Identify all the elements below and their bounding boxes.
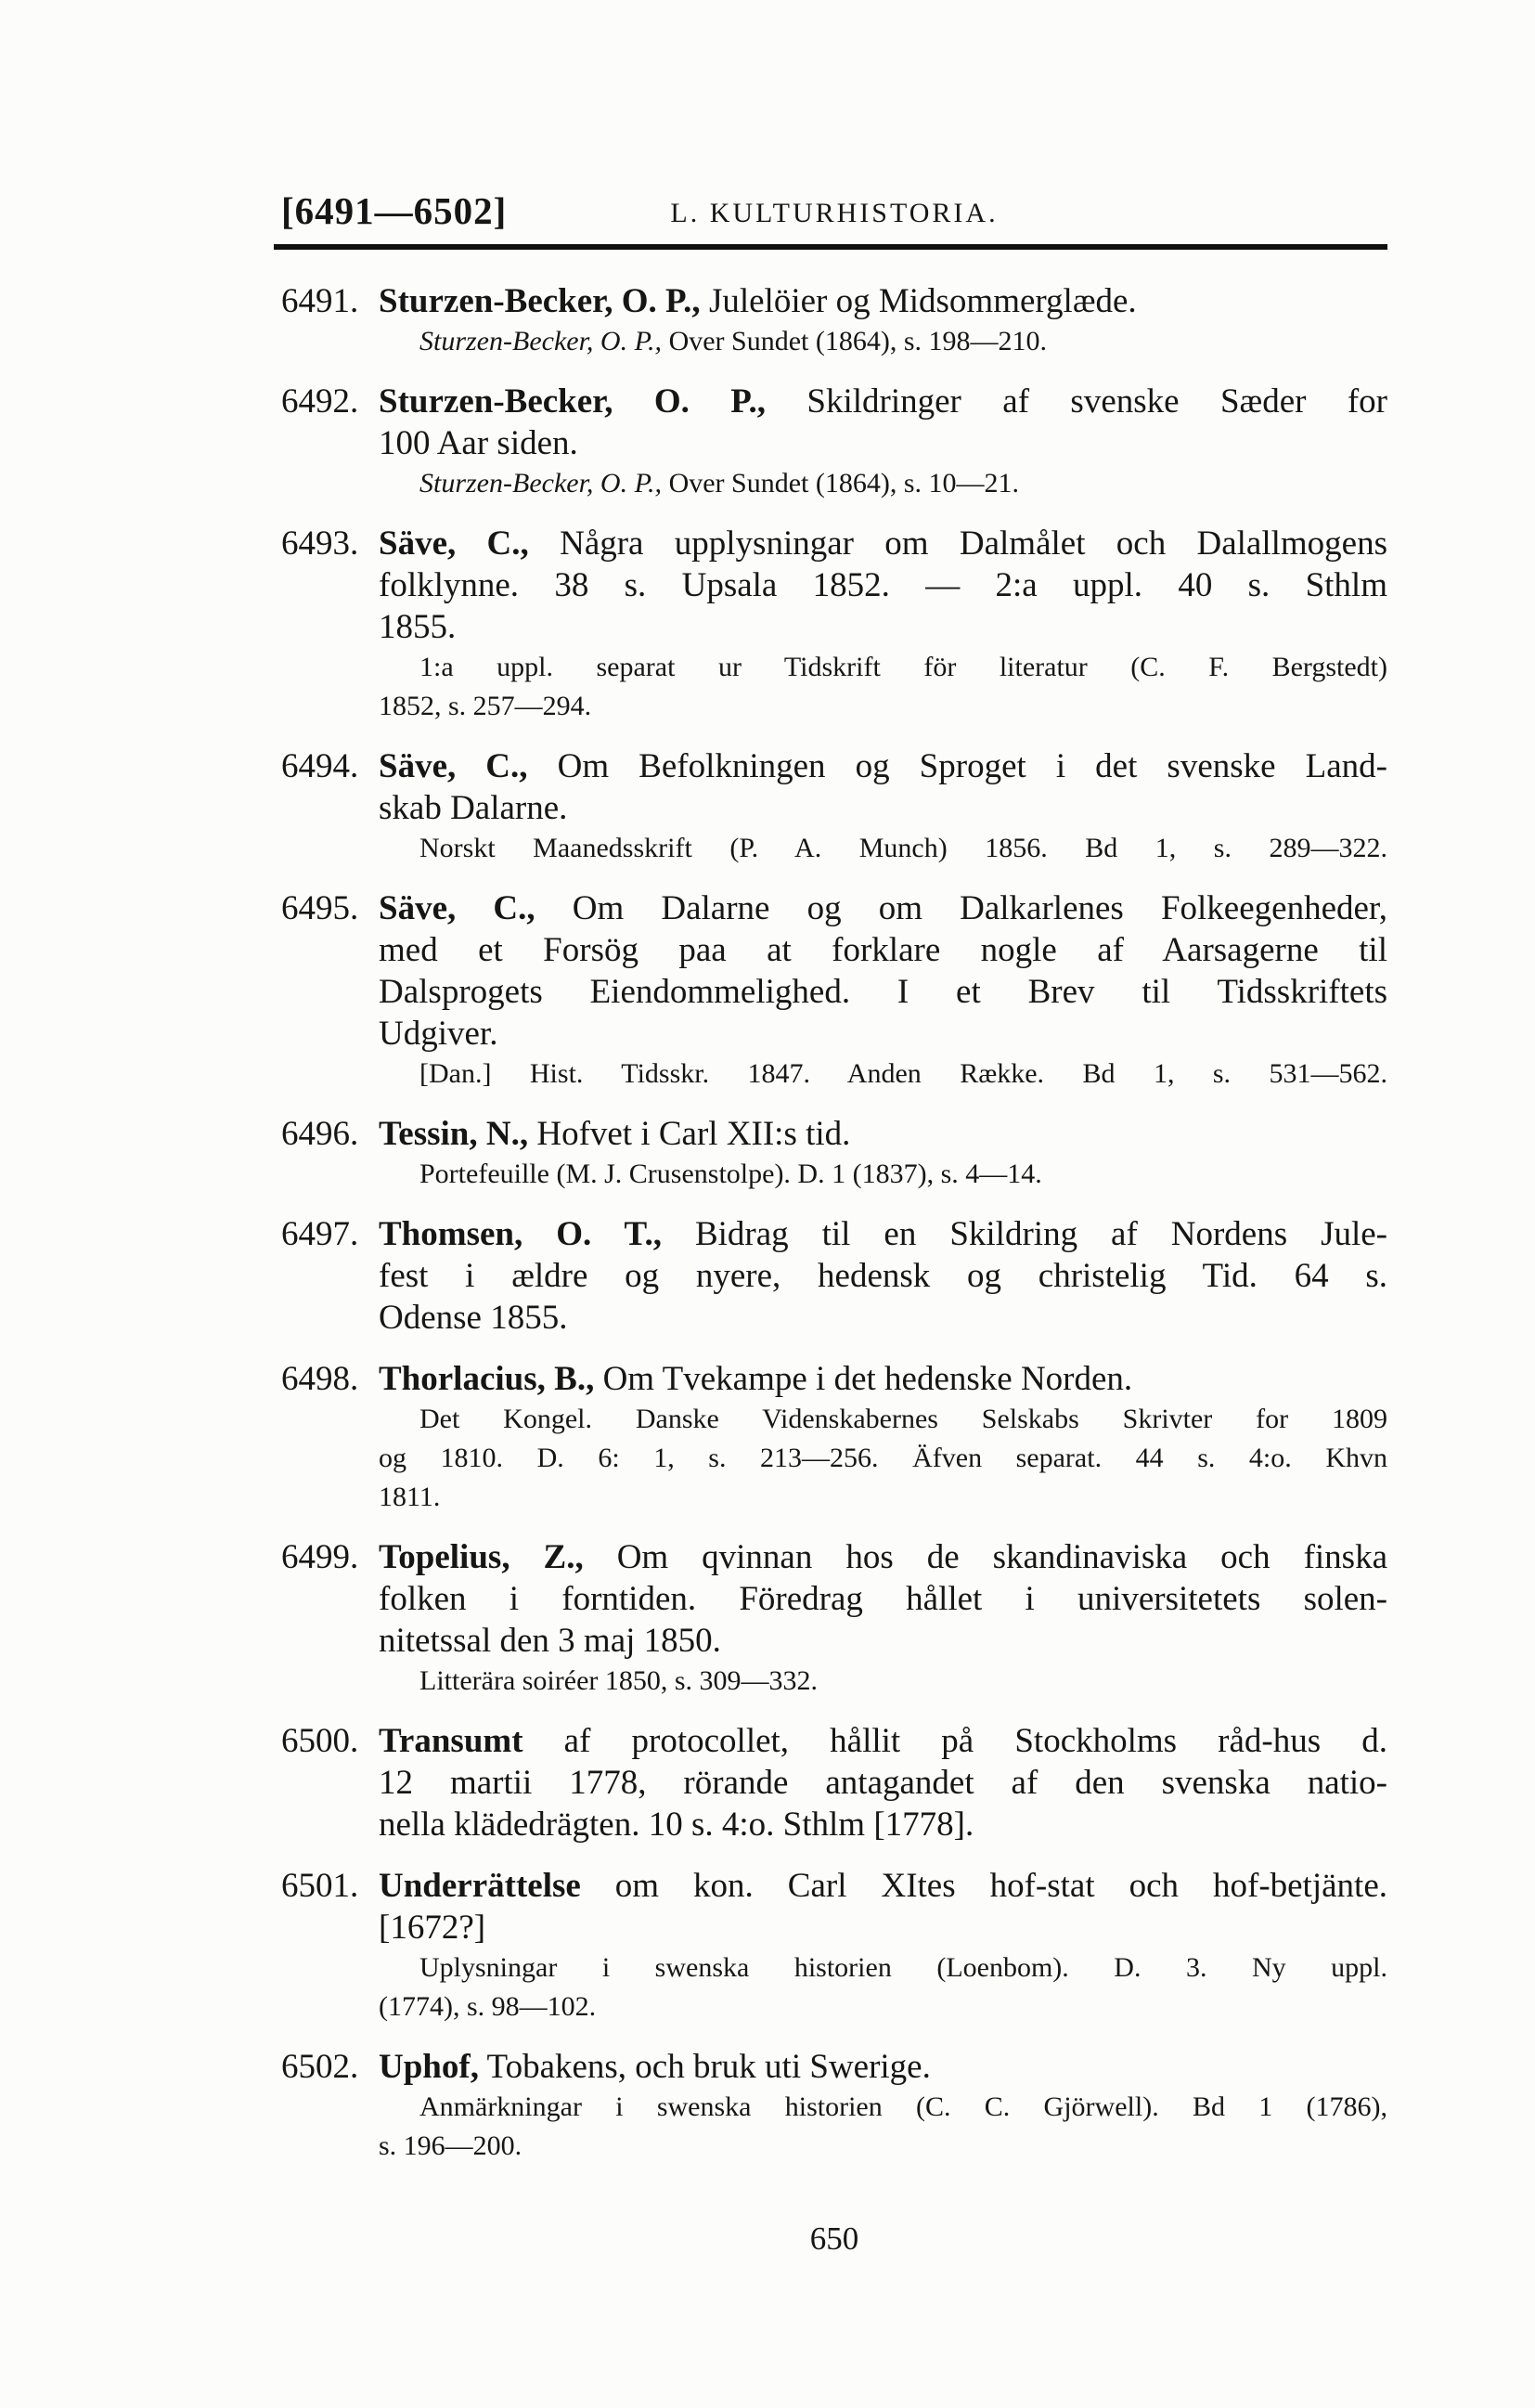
entry-main-line xyxy=(379,1255,1387,1297)
entry-main-line xyxy=(379,1907,1387,1948)
entry-number: 6492. xyxy=(281,382,359,421)
entry-text: Om Befolkningen og Sproget i det svenske Land- xyxy=(557,747,1387,785)
citation-text: Uplysningar i swenska historien (Loenbom). D. 3. Ny uppl. xyxy=(419,1952,1387,1983)
entry-author: Underrättelse xyxy=(379,1867,581,1905)
entry-main-line xyxy=(379,1213,1387,1255)
citation-text: Det Kongel. Danske Videnskabernes Selskabs Skrivter for 1809 xyxy=(419,1404,1387,1434)
entry-text: Bidrag til en Skildring af Nordens Jule- xyxy=(694,1215,1388,1253)
entry-number: 6497. xyxy=(281,1215,359,1253)
entry-main-line xyxy=(379,523,1387,564)
page-header xyxy=(281,188,1387,235)
entry-number: 6500. xyxy=(281,1722,359,1760)
entry-author: Uphof, xyxy=(379,2048,479,2086)
bibliography-entry xyxy=(281,1720,1387,1845)
entry-author: Säve, C., xyxy=(379,524,529,563)
page-number: 650 xyxy=(809,2220,859,2257)
entry-citation-line xyxy=(379,1987,1387,2026)
entry-author: Thorlacius, B., xyxy=(379,1360,595,1398)
entry-text: Om qvinnan hos de skandinaviska och finska xyxy=(616,1538,1387,1576)
entry-number: 6498. xyxy=(281,1360,359,1398)
entry-author: Sturzen-Becker, O. P., xyxy=(379,282,701,320)
citation-text: 1811. xyxy=(379,1482,441,1512)
entry-citation-line xyxy=(379,829,1387,868)
citation-author: Sturzen-Becker, O. P., xyxy=(419,468,663,498)
entry-text: Odense 1855. xyxy=(379,1299,568,1337)
entry-main-line xyxy=(379,422,1387,464)
entry-text: nella klädedrägten. 10 s. 4:o. Sthlm [1778]. xyxy=(379,1806,974,1844)
entry-citation-line xyxy=(379,464,1387,503)
entry-citation-line xyxy=(379,687,1387,726)
entry-text: om kon. Carl XItes hof-stat och hof-betjänte. xyxy=(614,1867,1387,1905)
entry-number: 6493. xyxy=(281,524,359,563)
entry-main-line xyxy=(379,606,1387,648)
entry-main-line xyxy=(379,1536,1387,1578)
bibliography-entry xyxy=(281,381,1387,503)
citation-text: Anmärkningar i swenska historien (C. C. Gjörwell). Bd 1 (1786), xyxy=(419,2091,1387,2122)
citation-text: 1852, s. 257—294. xyxy=(379,691,592,721)
citation-text: 1:a uppl. separat ur Tidskrift för literatur (C. F. Bergstedt) xyxy=(419,652,1387,682)
entry-number: 6501. xyxy=(281,1867,359,1905)
citation-text: Over Sundet (1864), s. 10—21. xyxy=(668,468,1020,498)
entry-main-line xyxy=(379,1804,1387,1845)
entry-main-line xyxy=(379,787,1387,829)
entry-main-line xyxy=(379,971,1387,1013)
entry-text: Julelöier og Midsommerglæde. xyxy=(708,282,1137,320)
text-block xyxy=(281,188,1387,2259)
entry-citation-line xyxy=(379,1478,1387,1517)
entry-main-line xyxy=(379,564,1387,606)
citation-author: Sturzen-Becker, O. P., xyxy=(419,326,663,356)
entry-text: med et Forsög paa at forklare nogle af Aarsagerne til xyxy=(379,931,1387,969)
entry-citation-line xyxy=(379,2088,1387,2127)
citation-text: (1774), s. 98—102. xyxy=(379,1991,597,2022)
entries xyxy=(281,280,1387,2166)
entry-author: Tessin, N., xyxy=(379,1115,529,1153)
entry-number: 6495. xyxy=(281,889,359,927)
entry-number: 6496. xyxy=(281,1115,359,1153)
bibliography-entry xyxy=(281,1358,1387,1517)
bibliography-entry xyxy=(281,745,1387,868)
entry-text: Hofvet i Carl XII:s tid. xyxy=(536,1115,851,1153)
entry-text: Tobakens, och bruk uti Swerige. xyxy=(486,2048,931,2086)
entry-citation-line xyxy=(379,648,1387,687)
citation-text: s. 196—200. xyxy=(379,2130,522,2161)
entry-text: 1855. xyxy=(379,608,457,646)
entry-author: Topelius, Z., xyxy=(379,1538,584,1576)
entry-main-line xyxy=(379,1013,1387,1055)
entry-main-line xyxy=(379,745,1387,787)
entry-citation-line xyxy=(379,322,1387,361)
entry-author: Säve, C., xyxy=(379,747,528,785)
entry-text: Om Tvekampe i det hedenske Norden. xyxy=(602,1360,1133,1398)
bibliography-entry xyxy=(281,2046,1387,2166)
bibliography-entry xyxy=(281,523,1387,726)
citation-text: [Dan.] Hist. Tidsskr. 1847. Anden Række. Bd 1, s. 531—562. xyxy=(419,1058,1387,1089)
citation-text: og 1810. D. 6: 1, s. 213—256. Äfven separat. 44 s. 4:o. Khvn xyxy=(379,1443,1387,1473)
bibliography-entry xyxy=(281,280,1387,361)
entry-number-range: [6491—6502] xyxy=(281,189,508,232)
entry-text: Skildringer af svenske Sæder for xyxy=(806,382,1387,421)
entry-text: Dalsprogets Eiendommelighed. I et Brev til Tidsskriftets xyxy=(379,973,1387,1011)
entry-author: Sturzen-Becker, O. P., xyxy=(379,382,766,421)
entry-text: nitetssal den 3 maj 1850. xyxy=(379,1622,721,1660)
entry-text: skab Dalarne. xyxy=(379,789,568,827)
bibliography-entry xyxy=(281,1113,1387,1194)
entry-text: Några upplysningar om Dalmålet och Dalallmogens xyxy=(560,524,1388,563)
entry-main-line xyxy=(379,887,1387,929)
entry-main-line xyxy=(379,381,1387,422)
citation-text: Litterära soiréer 1850, s. 309—332. xyxy=(419,1665,819,1696)
entry-text: 100 Aar siden. xyxy=(379,424,578,462)
entry-main-line xyxy=(379,1358,1387,1400)
entry-main-line xyxy=(379,2046,1387,2088)
entry-number: 6491. xyxy=(281,282,359,320)
entry-citation-line xyxy=(379,1948,1387,1987)
entry-main-line xyxy=(379,1620,1387,1662)
entry-main-line xyxy=(379,1578,1387,1620)
entry-main-line xyxy=(379,1297,1387,1339)
entry-citation-line xyxy=(379,1439,1387,1478)
bibliography-entry xyxy=(281,1865,1387,2026)
entry-text: [1672?] xyxy=(379,1909,486,1947)
entry-main-line xyxy=(379,1762,1387,1804)
entry-main-line xyxy=(379,1865,1387,1907)
entry-text: fest i ældre og nyere, hedensk og christelig Tid. 64 s. xyxy=(379,1257,1387,1295)
entry-main-line xyxy=(379,1720,1387,1762)
entry-citation-line xyxy=(379,1662,1387,1701)
entry-citation-line xyxy=(379,1055,1387,1094)
entry-main-line xyxy=(379,1113,1387,1155)
entry-text: Udgiver. xyxy=(379,1015,498,1053)
entry-author: Säve, C., xyxy=(379,889,535,927)
entry-text: Om Dalarne og om Dalkarlenes Folkeegenheder, xyxy=(572,889,1388,927)
entry-author: Thomsen, O. T., xyxy=(379,1215,662,1253)
citation-text: Norskt Maanedsskrift (P. A. Munch) 1856. Bd 1, s. 289—322. xyxy=(419,833,1387,863)
bibliography-entry xyxy=(281,1213,1387,1339)
entry-main-line xyxy=(379,929,1387,971)
entry-citation-line xyxy=(379,1155,1387,1194)
entry-text: folklynne. 38 s. Upsala 1852. — 2:a uppl. 40 s. Sthlm xyxy=(379,566,1387,604)
entry-citation-line xyxy=(379,1400,1387,1439)
entry-number: 6494. xyxy=(281,747,359,785)
entry-text: 12 martii 1778, rörande antagandet af den svenska natio- xyxy=(379,1764,1387,1802)
entry-text: folken i forntiden. Föredrag hållet i universitetets solen- xyxy=(379,1580,1387,1618)
entry-text: af protocollet, hållit på Stockholms råd-hus d. xyxy=(563,1722,1387,1760)
citation-text: Over Sundet (1864), s. 198—210. xyxy=(668,326,1048,356)
entry-citation-line xyxy=(379,2127,1387,2166)
bibliography-entry xyxy=(281,1536,1387,1701)
bibliography-entry xyxy=(281,887,1387,1094)
entry-main-line xyxy=(379,280,1387,322)
entry-author: Transumt xyxy=(379,1722,523,1760)
entry-number: 6502. xyxy=(281,2048,359,2086)
section-title: L. KULTURHISTORIA. xyxy=(670,198,999,228)
header-rule xyxy=(274,244,1387,250)
citation-text: Portefeuille (M. J. Crusenstolpe). D. 1 (1837), s. 4—14. xyxy=(419,1159,1042,1189)
entry-number: 6499. xyxy=(281,1538,359,1576)
